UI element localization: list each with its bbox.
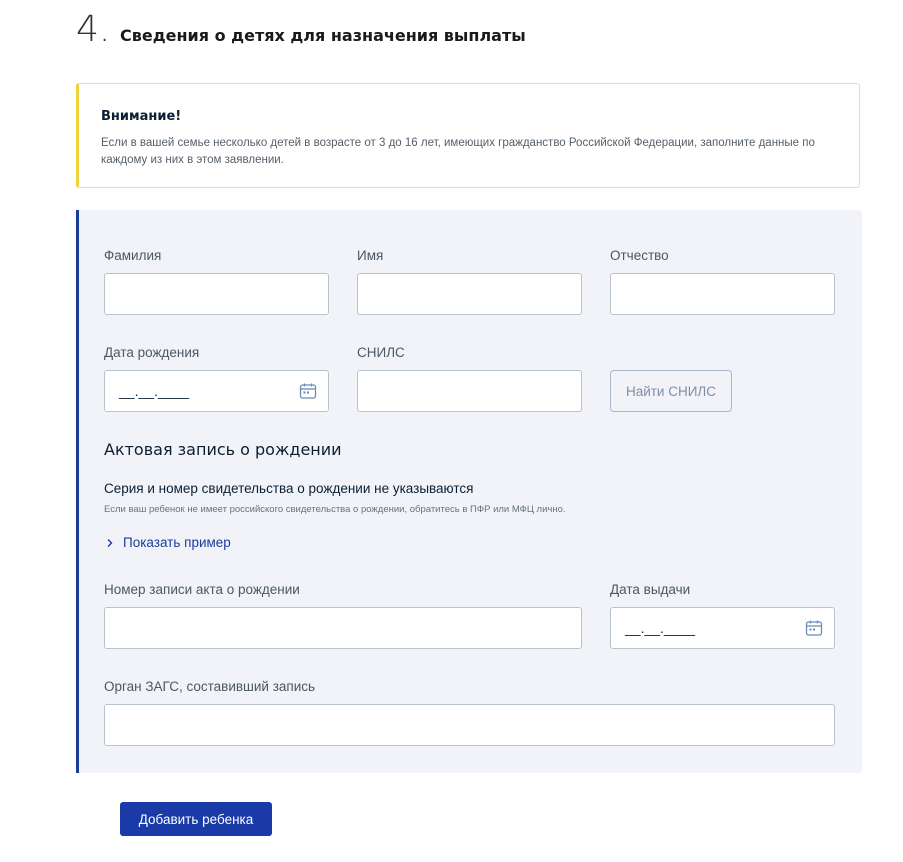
snils-label: СНИЛС (357, 345, 405, 360)
issue-date-label: Дата выдачи (610, 582, 691, 597)
issue-date-mask: __.__.____ (625, 620, 696, 636)
snils-input[interactable] (357, 370, 582, 412)
calendar-icon[interactable] (299, 382, 317, 400)
registry-office-input[interactable] (104, 704, 835, 746)
patronymic-label: Отчество (610, 248, 669, 263)
patronymic-input[interactable] (610, 273, 835, 315)
add-child-button[interactable]: Добавить ребенка (120, 802, 272, 836)
show-example-link[interactable] (104, 535, 231, 550)
step-number: 4. (76, 9, 111, 50)
chevron-right-icon (104, 537, 116, 549)
record-number-input[interactable] (104, 607, 582, 649)
birth-date-input[interactable] (104, 370, 329, 412)
birth-date-label: Дата рождения (104, 345, 200, 360)
attention-alert (76, 83, 860, 188)
record-number-label: Номер записи акта о рождении (104, 582, 300, 597)
name-input[interactable] (357, 273, 582, 315)
calendar-icon[interactable] (805, 619, 823, 637)
birth-date-mask: __.__.____ (119, 383, 190, 399)
issue-date-input[interactable] (610, 607, 835, 649)
child-info-panel (76, 210, 862, 773)
surname-label: Фамилия (104, 248, 162, 263)
name-label: Имя (357, 248, 384, 263)
birth-record-hint: Если ваш ребенок не имеет российского свидетельства о рождении, обратитесь в ПФР или МФЦ лично. (104, 504, 566, 515)
birth-record-subheading: Серия и номер свидетельства о рождении не указываются (104, 481, 474, 496)
step-title: Сведения о детях для назначения выплаты (120, 26, 526, 45)
registry-office-label: Орган ЗАГС, составивший запись (104, 679, 316, 694)
show-example-label: Показать пример (123, 535, 231, 550)
alert-title: Внимание! (101, 109, 182, 124)
alert-text: Если в вашей семье несколько детей в возрасте от 3 до 16 лет, имеющих гражданство Российской Федерации, заполните данные по каждому из них в этом заявлении. (101, 137, 815, 166)
find-snils-button[interactable]: Найти СНИЛС (610, 370, 732, 412)
surname-input[interactable] (104, 273, 329, 315)
birth-record-heading: Актовая запись о рождении (104, 440, 342, 459)
